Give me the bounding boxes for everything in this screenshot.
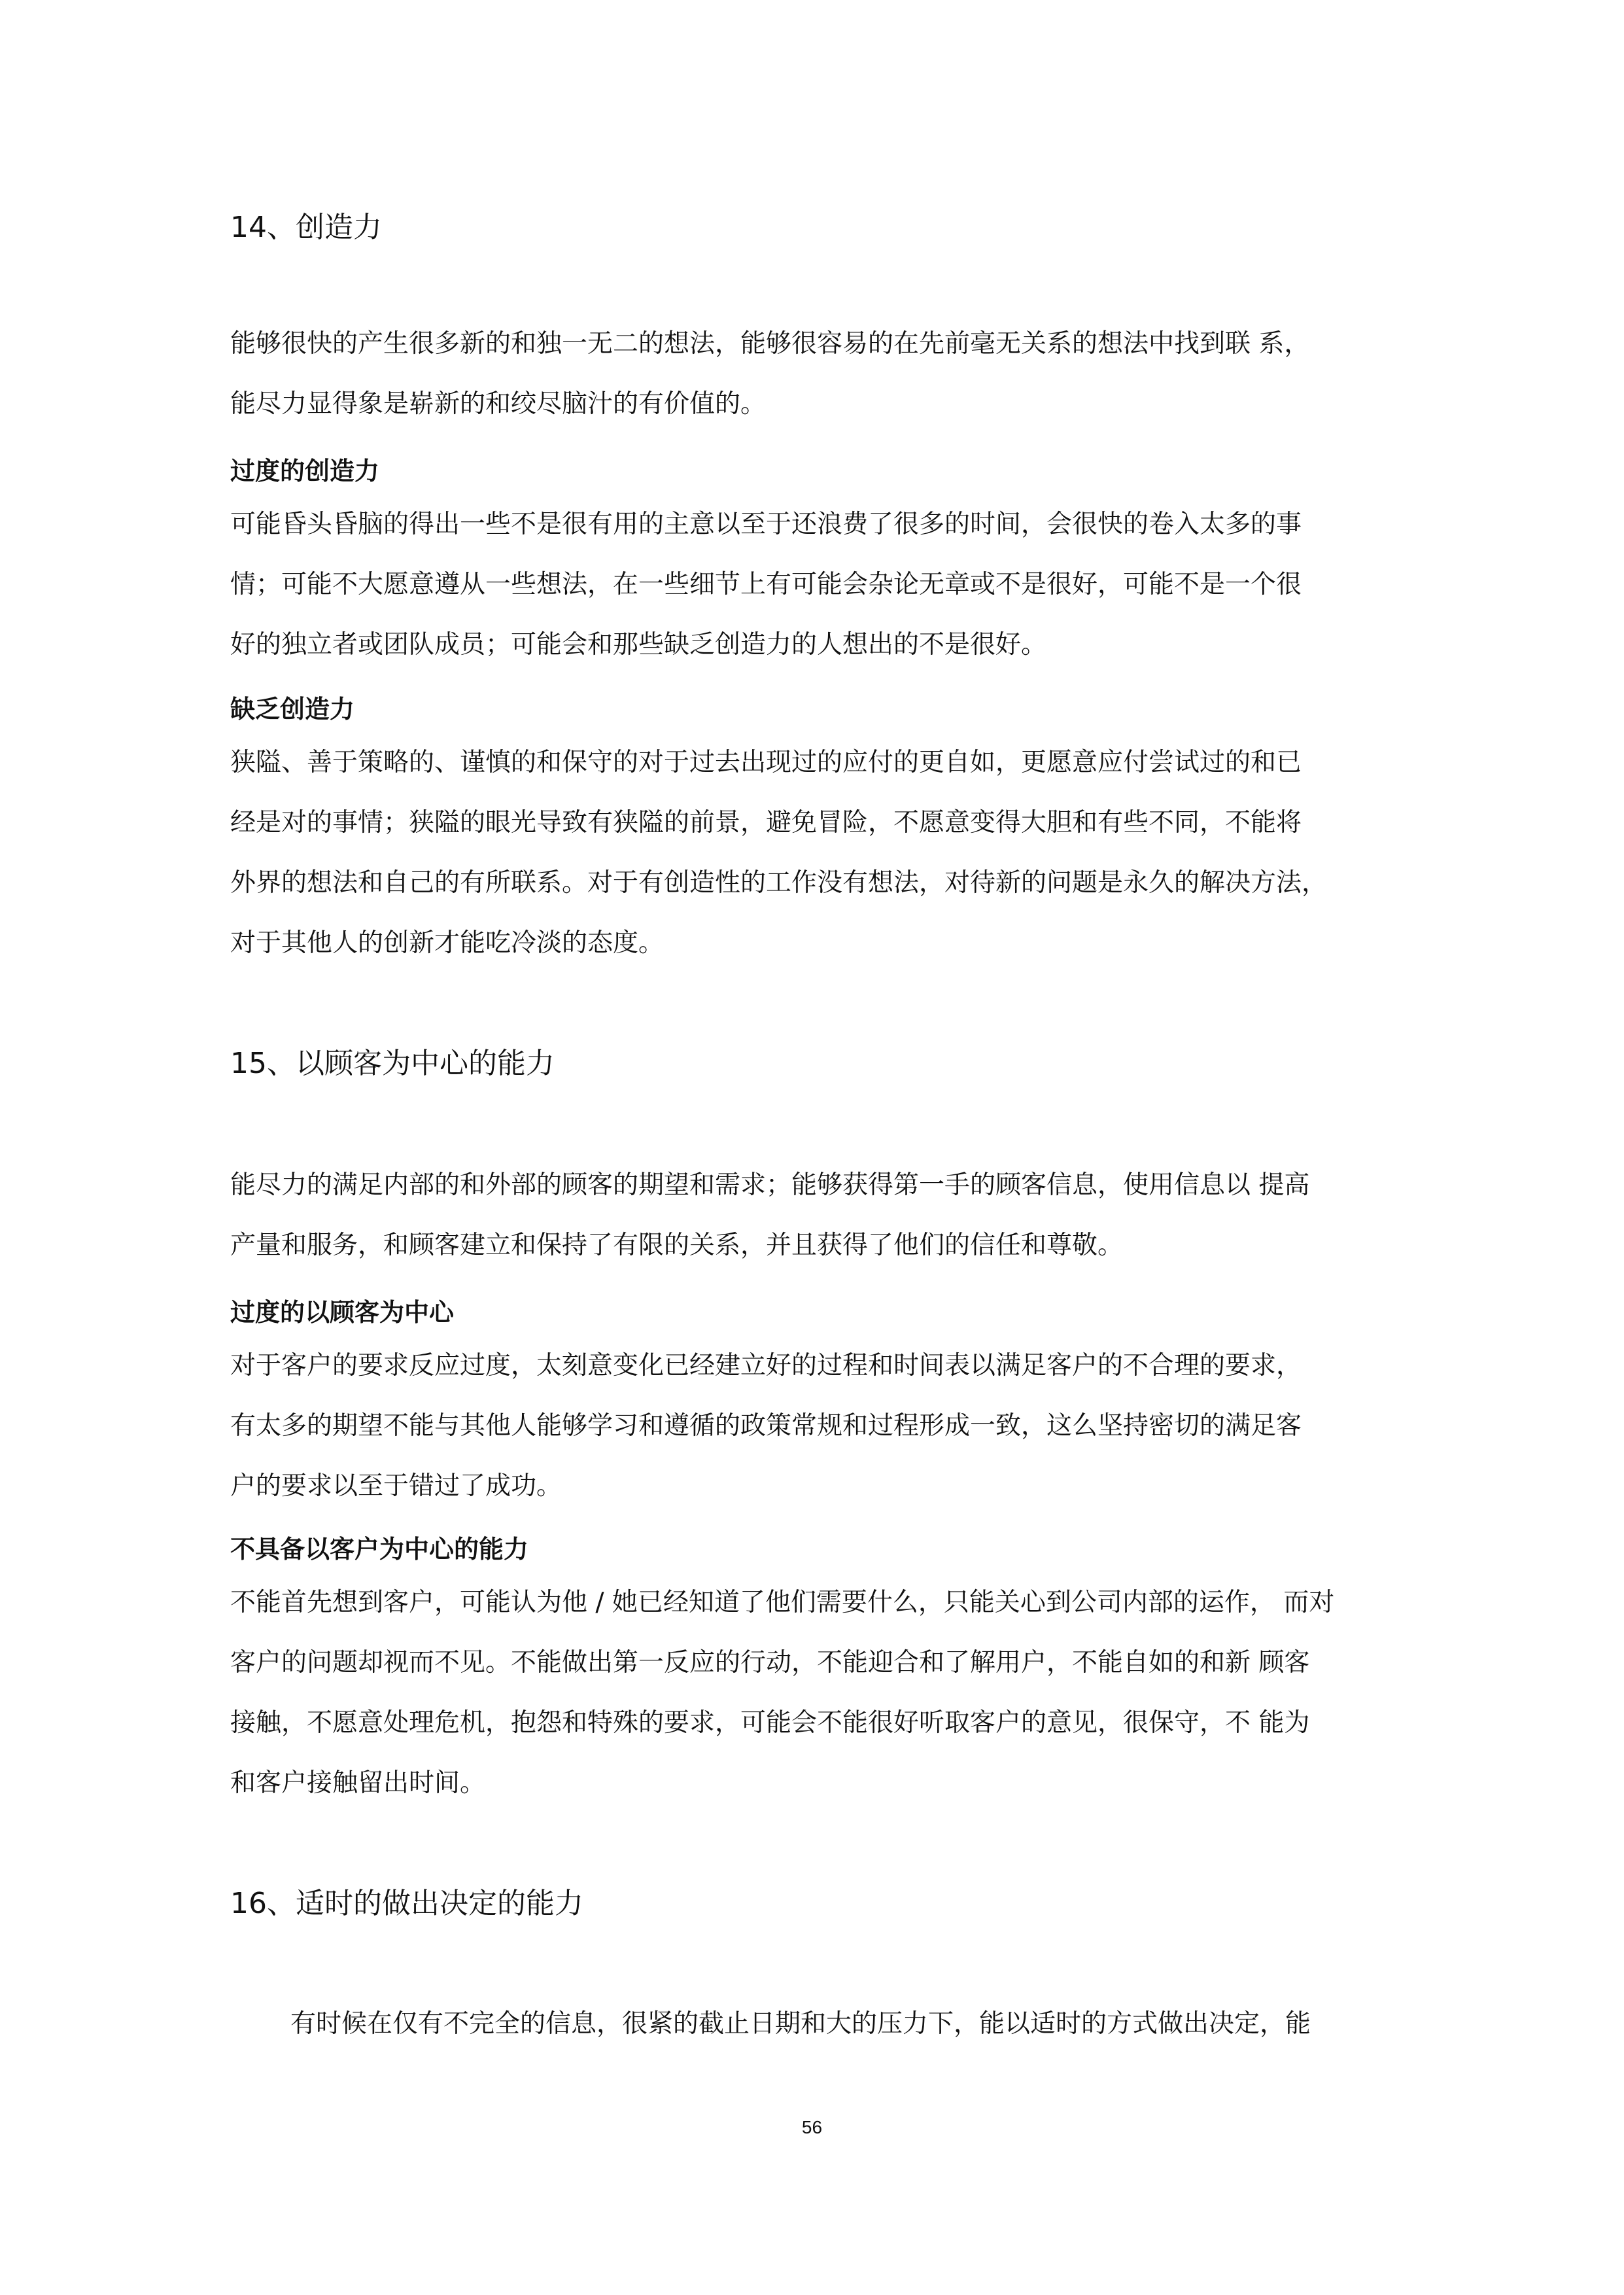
section-heading-16: 16、适时的做出决定的能力: [230, 1887, 583, 1920]
subheading-excessive-creativity: 过度的创造力: [230, 457, 380, 485]
page-number: 56: [801, 2117, 823, 2137]
paragraph-line: 有太多的期望不能与其他人能够学习和遵循的政策常规和过程形成一致，这么坚持密切的满足客: [230, 1411, 1302, 1441]
paragraph-line: 对于客户的要求反应过度，太刻意变化已经建立好的过程和时间表以满足客户的不合理的要求，: [230, 1351, 1302, 1380]
paragraph-line: 外界的想法和自己的有所联系。对于有创造性的工作没有想法，对待新的问题是永久的解决方法，: [230, 868, 1328, 898]
paragraph-line: 和客户接触留出时间。: [230, 1768, 486, 1798]
paragraph-line: 产量和服务，和顾客建立和保持了有限的关系，并且获得了他们的信任和尊敬。: [230, 1231, 1124, 1260]
section-15-intro: [230, 1155, 1447, 1276]
paragraph-line: 有时候在仅有不完全的信息，很紧的截止日期和大的压力下，能以适时的方式做出决定，能: [290, 2009, 1311, 2039]
paragraph-line: 狭隘、善于策略的、谨慎的和保守的对于过去出现过的应付的更自如，更愿意应付尝试过的和已: [230, 748, 1302, 777]
section-16-intro: [230, 1994, 1447, 2054]
paragraph-line: 接触，不愿意处理危机，抱怨和特殊的要求，可能会不能很好听取客户的意见，很保守，不 能为: [230, 1708, 1310, 1738]
lack-customer-focus-text: [230, 1573, 1447, 1813]
paragraph-line: 户的要求以至于错过了成功。: [230, 1471, 562, 1501]
paragraph-line: 能尽力显得象是崭新的和绞尽脑汁的有价值的。: [230, 389, 767, 419]
section-heading-14: 14、创造力: [230, 211, 382, 244]
paragraph-line: 好的独立者或团队成员；可能会和那些缺乏创造力的人想出的不是很好。: [230, 630, 1047, 659]
paragraph-line: 可能昏头昏脑的得出一些不是很有用的主意以至于还浪费了很多的时间，会很快的卷入太多的事: [230, 510, 1302, 539]
paragraph-line: 经是对的事情；狭隘的眼光导致有狭隘的前景，避免冒险，不愿意变得大胆和有些不同，不能将: [230, 808, 1302, 837]
paragraph-line: 对于其他人的创新才能吃冷淡的态度。: [230, 928, 665, 958]
paragraph-line: 情；可能不大愿意遵从一些想法，在一些细节上有可能会杂论无章或不是很好，可能不是一个很: [230, 570, 1302, 599]
lack-creativity-text: [230, 733, 1447, 973]
section-heading-15: 15、以顾客为中心的能力: [230, 1047, 555, 1080]
paragraph-line: 能够很快的产生很多新的和独一无二的想法，能够很容易的在先前毫无关系的想法中找到联 系，: [230, 329, 1310, 359]
excessive-customer-focus-text: [230, 1336, 1447, 1516]
section-14-intro: [230, 314, 1447, 434]
excessive-creativity-text: [230, 495, 1447, 675]
subheading-excessive-customer-focus: 过度的以顾客为中心: [230, 1298, 455, 1327]
paragraph-line: 客户的问题却视而不见。不能做出第一反应的行动，不能迎合和了解用户，不能自如的和新 顾客: [230, 1648, 1310, 1677]
paragraph-line: 能尽力的满足内部的和外部的顾客的期望和需求；能够获得第一手的顾客信息，使用信息以 提高: [230, 1170, 1310, 1200]
paragraph-line: 不能首先想到客户，可能认为他 / 她已经知道了他们需要什么，只能关心到公司内部的运作， 而对: [230, 1588, 1335, 1617]
subheading-lack-customer-focus: 不具备以客户为中心的能力: [230, 1535, 529, 1564]
subheading-lack-creativity: 缺乏创造力: [230, 695, 355, 724]
